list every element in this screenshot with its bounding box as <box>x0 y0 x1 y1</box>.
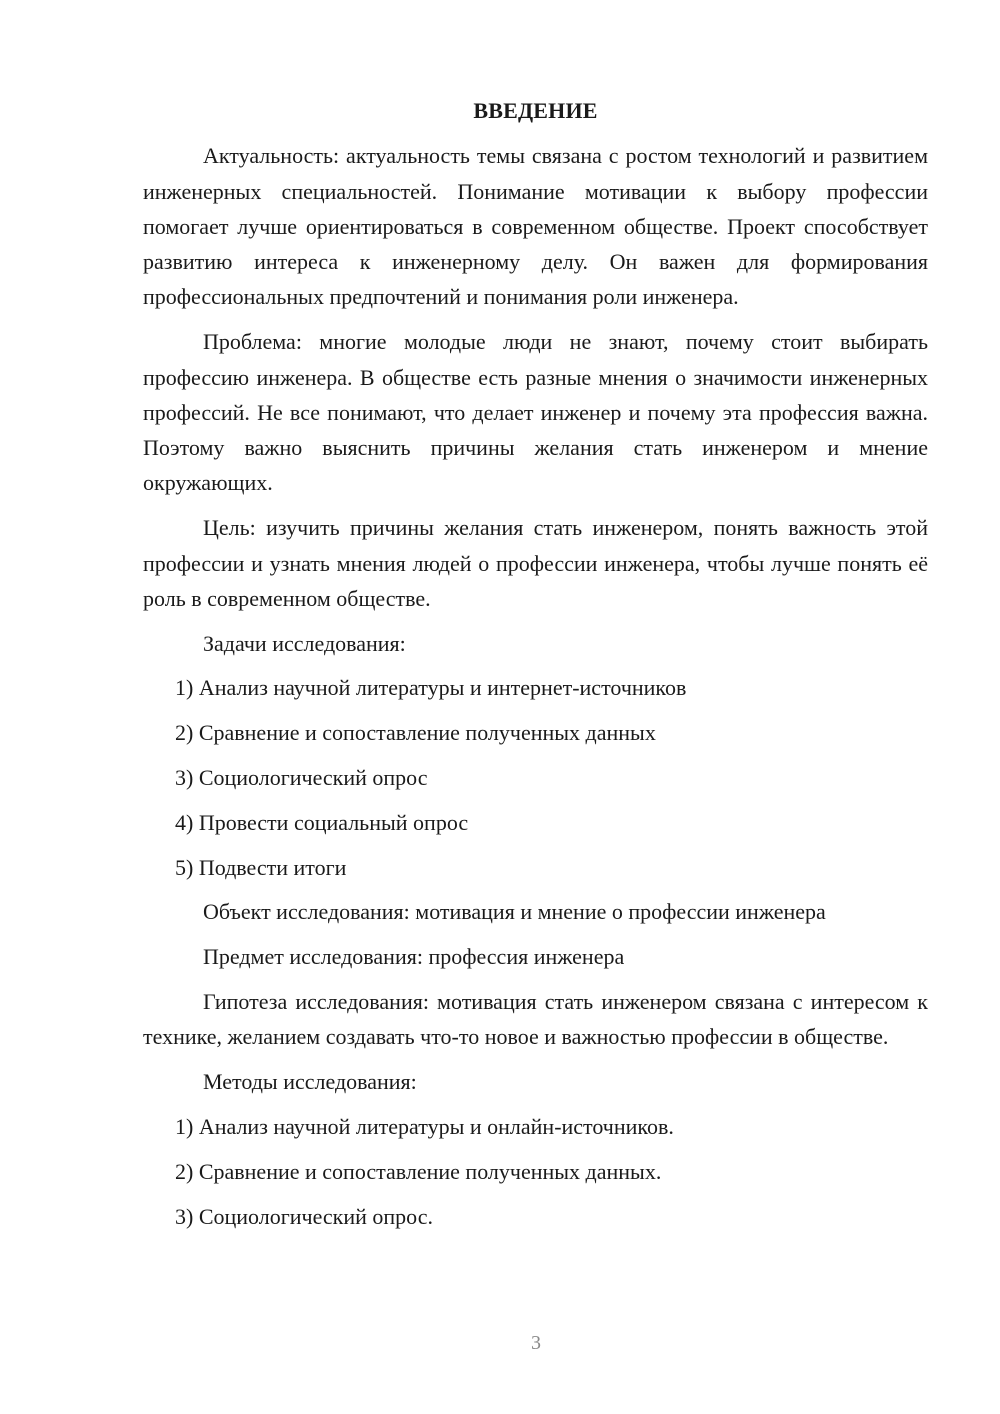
list-item: 1) Анализ научной литературы и интернет-источников <box>175 675 687 701</box>
list-item: 2) Сравнение и сопоставление полученных данных. <box>175 1158 662 1184</box>
problem-paragraph: Проблема: многие молодые люди не знают, почему стоит выбирать профессию инженера. В обществе есть разные мнения о значимости инженерных профессий. Не все понимают, что делает инженер и почему эта профессия важна. Поэтому важно выяснить причины желания стать инженером и мнение окружающих. <box>143 329 928 496</box>
methods-heading: Методы исследования: <box>203 1069 417 1095</box>
relevance-paragraph: Актуальность: актуальность темы связана с ростом технологий и развитием инженерных специальностей. Понимание мотивации к выбору профессии помогает лучше ориентироваться в современном обществе. Проект способствует развитию интереса к инженерному делу. Он важен для формирования профессиональных предпочтений и понимания роли инженера. <box>143 143 928 310</box>
page-number: 3 <box>531 1332 541 1354</box>
list-item: 2) Сравнение и сопоставление полученных данных <box>175 720 656 746</box>
list-item: 1) Анализ научной литературы и онлайн-источников. <box>175 1113 674 1139</box>
list-item: 4) Провести социальный опрос <box>175 809 469 835</box>
tasks-list <box>143 670 928 884</box>
page-title: ВВЕДЕНИЕ <box>473 98 598 123</box>
goal-paragraph: Цель: изучить причины желания стать инженером, понять важность этой профессии и узнать мнения людей о профессии инженера, чтобы лучше понять её роль в современном обществе. <box>143 515 928 611</box>
list-item: 5) Подвести итоги <box>175 854 347 880</box>
list-item: 3) Социологический опрос <box>175 765 428 791</box>
subject-paragraph: Предмет исследования: профессия инженера <box>203 944 625 970</box>
page-content <box>143 93 928 1243</box>
object-paragraph: Объект исследования: мотивация и мнение о профессии инженера <box>203 899 826 925</box>
tasks-heading: Задачи исследования: <box>203 630 406 656</box>
hypothesis-paragraph: Гипотеза исследования: мотивация стать инженером связана с интересом к технике, желанием создавать что-то новое и важностью профессии в обществе. <box>143 989 928 1050</box>
list-item: 3) Социологический опрос. <box>175 1203 433 1229</box>
methods-list <box>143 1109 928 1234</box>
